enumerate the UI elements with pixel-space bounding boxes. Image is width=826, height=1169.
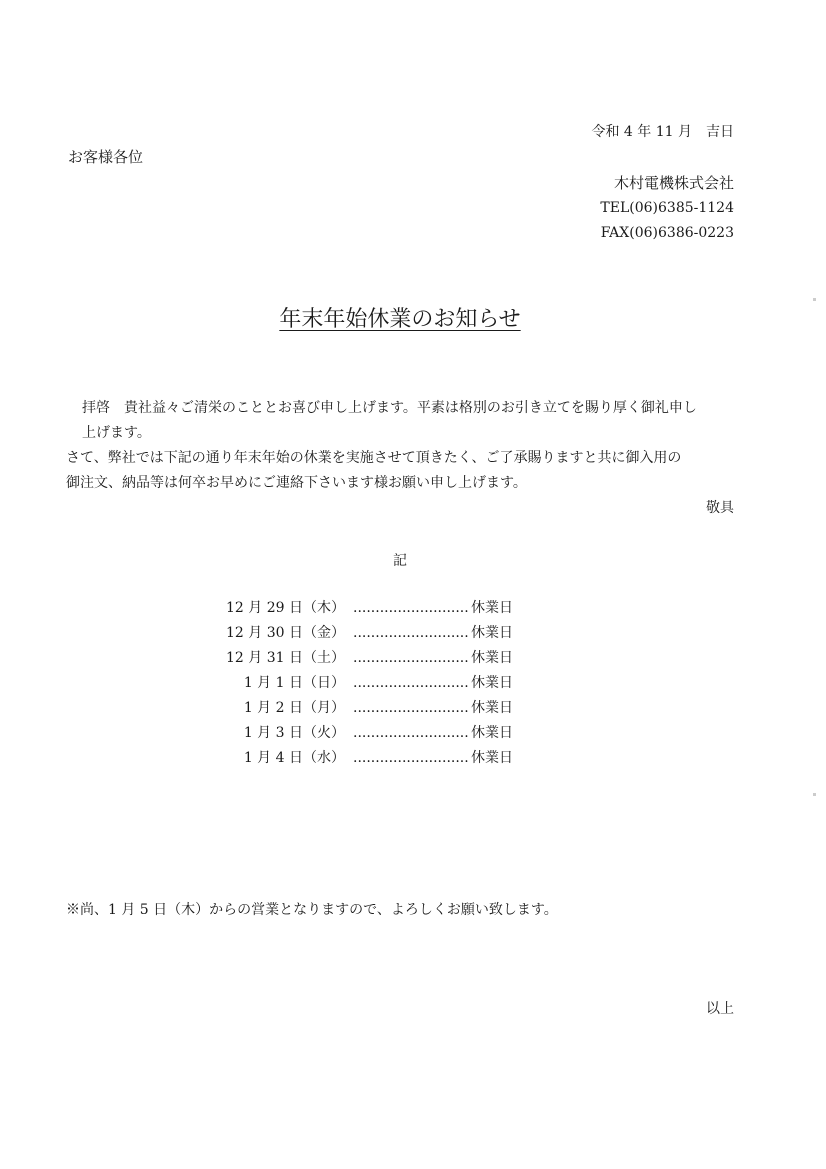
schedule-row <box>190 622 513 644</box>
schedule-status: 休業日 <box>471 625 513 641</box>
schedule-row <box>190 672 513 694</box>
body-line-1: 拝啓 貴社益々ご清栄のこととお喜び申し上げます。平素は格別のお引き立てを賜り厚く御礼申し <box>82 400 697 416</box>
schedule-row <box>190 747 513 769</box>
schedule-date: 12 月 30 日（金） <box>226 625 345 641</box>
resume-note: ※尚、1 月 5 日（木）からの営業となりますので、よろしくお願い致します。 <box>66 902 558 918</box>
schedule-leader-dots: .......................... <box>353 750 469 766</box>
body-line-2: 上げます。 <box>82 425 151 441</box>
schedule-date: 12 月 29 日（木） <box>226 600 345 616</box>
schedule-status: 休業日 <box>471 650 513 666</box>
schedule-leader-dots: .......................... <box>353 650 469 666</box>
company-fax: FAX(06)6386-0223 <box>600 225 734 241</box>
closing-keigu: 敬具 <box>706 500 734 516</box>
document-title-text: 年末年始休業のお知らせ <box>279 307 521 332</box>
schedule-date: 12 月 31 日（土） <box>226 650 345 666</box>
company-name: 木村電機株式会社 <box>613 174 734 192</box>
document-title <box>0 305 800 335</box>
scan-edge-mark <box>813 793 816 796</box>
schedule-status: 休業日 <box>471 700 513 716</box>
schedule-status: 休業日 <box>471 675 513 691</box>
schedule-leader-dots: .......................... <box>353 600 469 616</box>
schedule-status: 休業日 <box>471 600 513 616</box>
closing-ijo: 以上 <box>706 1001 734 1017</box>
schedule-status: 休業日 <box>471 725 513 741</box>
body-line-4: 御注文、納品等は何卒お早めにご連絡下さいます様お願い申し上げます。 <box>66 475 527 491</box>
body-line-3: さて、弊社では下記の通り年末年始の休業を実施させて頂きたく、ご了承賜りますと共に御入用の <box>66 450 682 466</box>
schedule-date: 1 月 3 日（火） <box>243 725 345 741</box>
schedule-status: 休業日 <box>471 750 513 766</box>
schedule-date: 1 月 1 日（日） <box>243 675 345 691</box>
scan-edge-mark <box>813 298 816 301</box>
schedule-row <box>190 722 513 744</box>
schedule-leader-dots: .......................... <box>353 675 469 691</box>
schedule-date: 1 月 2 日（月） <box>243 700 345 716</box>
schedule-date: 1 月 4 日（水） <box>243 750 345 766</box>
schedule-row <box>190 597 513 619</box>
schedule-leader-dots: .......................... <box>353 700 469 716</box>
company-tel: TEL(06)6385-1124 <box>600 200 734 216</box>
recipient: お客様各位 <box>68 148 144 166</box>
schedule-row <box>190 647 513 669</box>
issue-date: 令和 4 年 11 月 吉日 <box>591 124 734 140</box>
schedule-leader-dots: .......................... <box>353 725 469 741</box>
ki-heading: 記 <box>393 553 407 569</box>
schedule-leader-dots: .......................... <box>353 625 469 641</box>
schedule-row <box>190 697 513 719</box>
